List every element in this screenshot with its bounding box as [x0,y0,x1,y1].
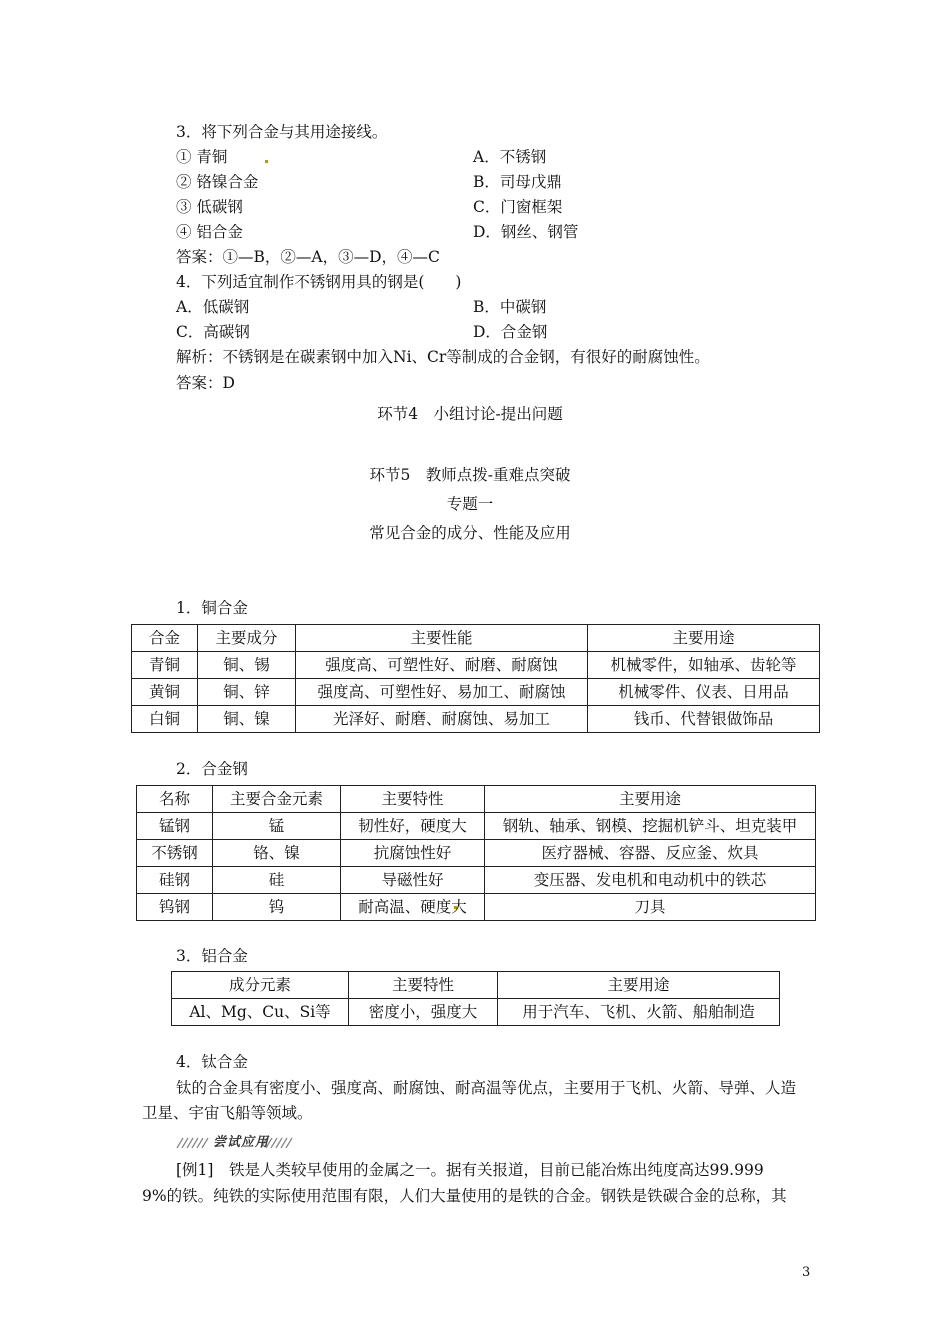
try-apply-banner [175,1133,293,1153]
table-row [137,840,816,867]
q4-option-d: D．合金钢 [473,323,548,341]
q3-left-4: ④ 铝合金 [176,223,243,241]
table-row [132,652,820,679]
copper-heading: 1．铜合金 [176,599,248,617]
q4-answer: 答案：D [176,374,235,392]
q3-left-1: ① 青铜 [176,148,228,166]
q4-analysis: 解析：不锈钢是在碳素钢中加入Ni、Cr等制成的合金钢，有很好的耐腐蚀性。 [176,348,710,366]
q3-right-d: D．钢丝、钢管 [473,223,579,241]
table-cell: 刀具 [485,894,816,921]
yellow-mark [265,160,268,163]
table-cell: 钨钢 [137,894,213,921]
header-cell: 主要特性 [341,786,485,813]
q3-right-a: A．不锈钢 [473,148,547,166]
header-cell: 主要成分 [198,625,296,652]
header-cell: 成分元素 [172,972,349,999]
table-row [172,999,780,1026]
page-number: 3 [802,1265,811,1280]
table-row [137,894,816,921]
aluminum-heading: 3．铝合金 [176,947,248,965]
topic-title: 常见合金的成分、性能及应用 [369,524,571,542]
table-cell: 铜、锡 [198,652,296,679]
steel-table [136,785,816,921]
table-header-row [132,625,820,652]
banner-label: 尝试应用 [213,1135,270,1150]
q3-title: 3．将下列合金与其用途接线。 [176,123,388,141]
section5-heading: 环节5 教师点拨-重难点突破 [369,466,571,484]
q3-left-3: ③ 低碳钢 [176,198,243,216]
table-cell: 变压器、发电机和电动机中的铁芯 [485,867,816,894]
q3-right-b: B．司母戊鼎 [473,173,562,191]
header-cell: 主要特性 [349,972,498,999]
table-cell: 钱币、代替银做饰品 [588,706,820,733]
titanium-heading: 4．钛合金 [176,1053,248,1071]
table-cell: 锰钢 [137,813,213,840]
table-cell: 锰 [213,813,341,840]
table-cell: 密度小，强度大 [349,999,498,1026]
header-cell: 主要用途 [485,786,816,813]
table-cell: 韧性好，硬度大 [341,813,485,840]
q3-right-c: C．门窗框架 [473,198,563,216]
q4-option-c: C．高碳钢 [176,323,250,341]
table-cell: 黄铜 [132,679,198,706]
example-line-2: 9%的铁。纯铁的实际使用范围有限，人们大量使用的是铁的合金。钢铁是铁碳合金的总称，其 [142,1187,787,1205]
table-cell: 不锈钢 [137,840,213,867]
table-cell: 钨 [213,894,341,921]
q4-option-a: A．低碳钢 [176,298,250,316]
table-cell: 强度高、可塑性好、耐磨、耐腐蚀 [296,652,588,679]
table-cell: 机械零件，如轴承、齿轮等 [588,652,820,679]
table-row [137,813,816,840]
header-cell: 合金 [132,625,198,652]
table-cell: 白铜 [132,706,198,733]
example-line-1: [例1] 铁是人类较早使用的金属之一。据有关报道，目前已能冶炼出纯度高达99.999 [176,1161,764,1179]
table-cell: 耐高温、硬度大 [341,894,485,921]
topic-heading: 专题一 [446,495,494,513]
table-cell: 用于汽车、飞机、火箭、船舶制造 [498,999,780,1026]
q3-left-2: ② 铬镍合金 [176,173,259,191]
aluminum-table [171,971,780,1026]
copper-table [131,624,820,733]
table-cell: 导磁性好 [341,867,485,894]
table-cell: Al、Mg、Cu、Si等 [172,999,349,1026]
steel-heading: 2．合金钢 [176,760,248,778]
table-cell: 抗腐蚀性好 [341,840,485,867]
table-cell: 硅钢 [137,867,213,894]
table-cell: 铜、镍 [198,706,296,733]
table-row [132,679,820,706]
table-cell: 钢轨、轴承、钢模、挖掘机铲斗、坦克装甲 [485,813,816,840]
q3-answer: 答案：①—B，②—A，③—D，④—C [176,248,440,266]
table-cell: 医疗器械、容器、反应釜、炊具 [485,840,816,867]
table-cell: 强度高、可塑性好、易加工、耐腐蚀 [296,679,588,706]
table-cell: 硅 [213,867,341,894]
header-cell: 名称 [137,786,213,813]
table-cell: 青铜 [132,652,198,679]
table-row [132,706,820,733]
table-header-row [137,786,816,813]
titanium-line-2: 卫星、宇宙飞船等领域。 [142,1104,313,1122]
q4-title: 4．下列适宜制作不锈钢用具的钢是( ) [176,273,462,291]
table-header-row [172,972,780,999]
header-cell: 主要性能 [296,625,588,652]
table-row [137,867,816,894]
header-cell: 主要用途 [498,972,780,999]
table-cell: 机械零件、仪表、日用品 [588,679,820,706]
table-cell: 铜、锌 [198,679,296,706]
header-cell: 主要用途 [588,625,820,652]
section4-heading: 环节4 小组讨论-提出问题 [377,405,563,423]
titanium-line-1: 钛的合金具有密度小、强度高、耐腐蚀、耐高温等优点，主要用于飞机、火箭、导弹、人造 [176,1079,797,1097]
table-cell: 铬、镍 [213,840,341,867]
header-cell: 主要合金元素 [213,786,341,813]
table-cell: 光泽好、耐磨、耐腐蚀、易加工 [296,706,588,733]
q4-option-b: B．中碳钢 [473,298,547,316]
